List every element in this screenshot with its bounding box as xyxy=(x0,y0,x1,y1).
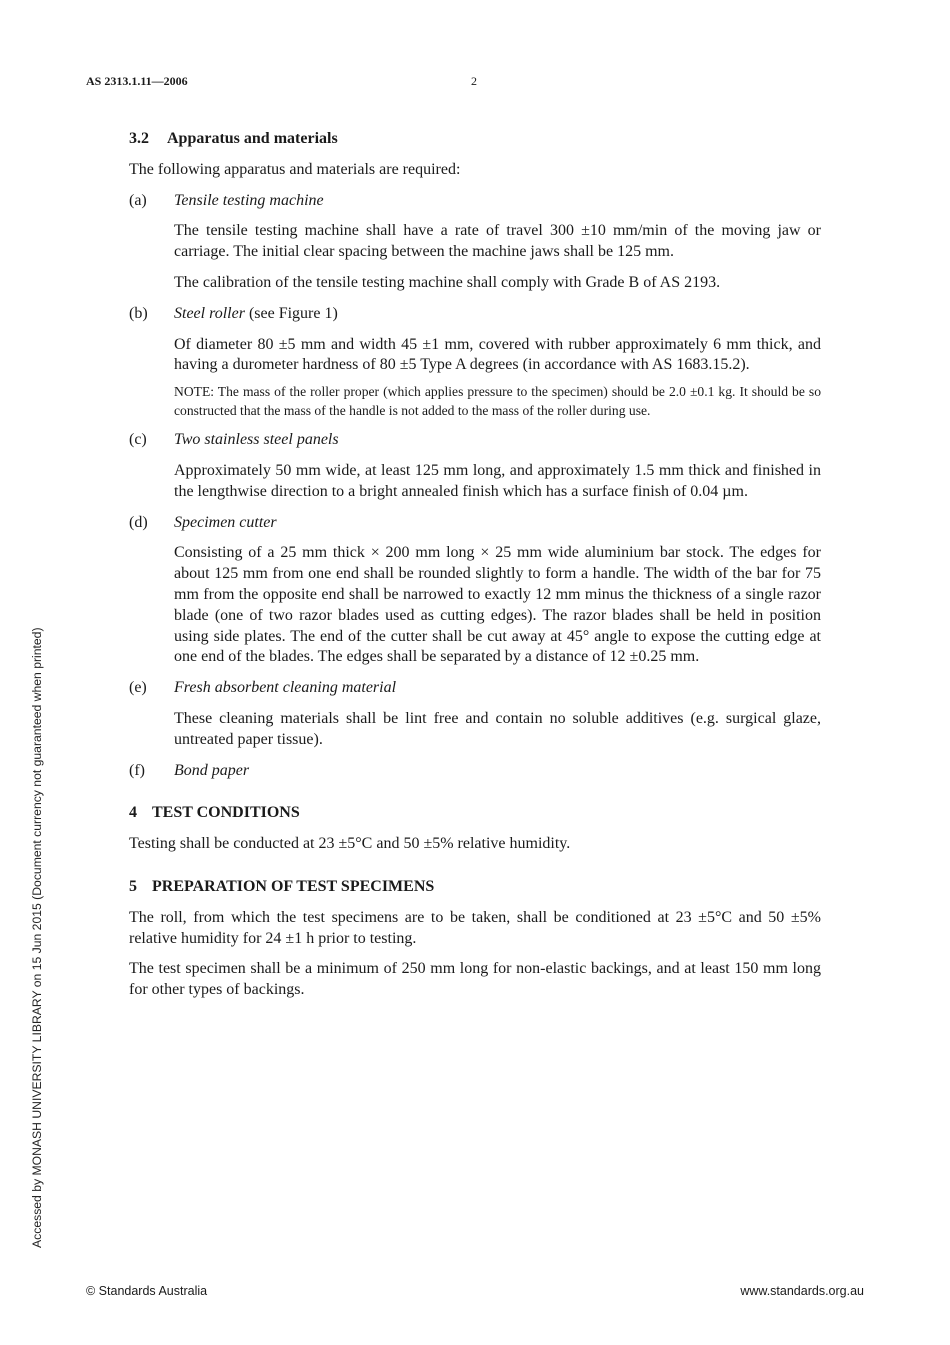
section-3-2-heading xyxy=(129,129,821,150)
section-5-heading xyxy=(129,877,821,898)
item-title: Two stainless steel panels xyxy=(174,431,339,449)
item-paragraph: Consisting of a 25 mm thick × 200 mm long × 25 mm wide aluminium bar stock. The edges for about 125 mm from one end shall be rounded slightly to form a handle. The width of the bar for 75 mm from the opposite end shall be narrowed to exactly 12 mm minus the thickness of a single razor blade (one of two razor blades used as cutting edges). The razor blades shall be held in position using side plates. The end of the cutter shall be cut away at 45° angle to expose the cutting edge at one end of the blades. The edges shall be separated by a distance of 12 ±0.25 mm. xyxy=(174,544,821,666)
item-title-text: Steel roller xyxy=(174,304,245,322)
item-paragraph: Approximately 50 mm wide, at least 125 mm long, and approximately 1.5 mm thick and finished in the lengthwise direction to a bright annealed finish which has a surface finish of 0.04 µm. xyxy=(174,461,821,500)
section-5-paragraph: The roll, from which the test specimens are to be taken, shall be conditioned at 23 ±5°C and 50 ±5% relative humidity for 24 ±1 h prior to testing. xyxy=(129,908,821,947)
item-letter: (b) xyxy=(129,304,148,322)
item-title xyxy=(174,304,821,325)
item-title: Bond paper xyxy=(174,761,250,779)
item-letter: (c) xyxy=(129,431,147,449)
section-title: Apparatus and materials xyxy=(167,130,338,147)
item-paragraph: Of diameter 80 ±5 mm and width 45 ±1 mm, covered with rubber approximately 6 mm thick, and having a durometer hardness of 80 ±5 Type A degrees (in accordance with AS 1683.15.2). xyxy=(174,335,821,374)
page-body xyxy=(129,129,821,1011)
footer-copyright: © Standards Australia xyxy=(86,1284,208,1298)
section-title: TEST CONDITIONS xyxy=(152,804,300,822)
list-item-b xyxy=(129,304,821,325)
item-title: Specimen cutter xyxy=(174,513,277,531)
item-title: Fresh absorbent cleaning material xyxy=(174,679,397,697)
section-intro: The following apparatus and materials are required: xyxy=(129,160,461,178)
item-letter: (a) xyxy=(129,191,147,209)
item-letter: (e) xyxy=(129,679,147,697)
list-item-a xyxy=(129,191,821,212)
item-title: Tensile testing machine xyxy=(174,191,324,209)
figure-reference: (see Figure 1) xyxy=(244,304,338,322)
item-paragraph: The calibration of the tensile testing machine shall comply with Grade B of AS 2193. xyxy=(174,273,721,291)
item-letter: (d) xyxy=(129,513,148,531)
item-paragraph: These cleaning materials shall be lint free and contain no soluble additives (e.g. surgical glaze, untreated paper tissue). xyxy=(174,709,821,748)
item-letter: (f) xyxy=(129,761,145,779)
item-paragraph: The tensile testing machine shall have a rate of travel 300 ±10 mm/min of the moving jaw or carriage. The initial clear spacing between the machine jaws shall be 125 mm. xyxy=(174,222,821,261)
document-id: AS 2313.1.11—2006 xyxy=(86,74,188,88)
section-number: 4 xyxy=(129,804,137,822)
list-item-e xyxy=(129,678,821,699)
list-item-f xyxy=(129,761,821,782)
list-item-d xyxy=(129,513,821,534)
access-watermark: Accessed by MONASH UNIVERSITY LIBRARY on 15 Jun 2015 (Document currency not guaranteed when printed) xyxy=(30,627,44,1248)
section-number: 5 xyxy=(129,877,137,895)
footer-website-link[interactable]: www.standards.org.au xyxy=(740,1284,864,1298)
section-4-heading xyxy=(129,803,821,824)
page-number: 2 xyxy=(471,74,477,88)
section-5-paragraph: The test specimen shall be a minimum of 250 mm long for non-elastic backings, and at least 150 mm long for other types of backings. xyxy=(129,960,821,999)
list-item-c xyxy=(129,430,821,451)
roller-note: NOTE: The mass of the roller proper (which applies pressure to the specimen) should be 2.0 ±0.1 kg. It should be so constructed that the mass of the handle is not added to the mass of the roller during use. xyxy=(174,384,821,419)
section-number: 3.2 xyxy=(129,130,149,147)
section-title: PREPARATION OF TEST SPECIMENS xyxy=(152,877,435,895)
section-4-text: Testing shall be conducted at 23 ±5°C and 50 ±5% relative humidity. xyxy=(129,835,571,853)
